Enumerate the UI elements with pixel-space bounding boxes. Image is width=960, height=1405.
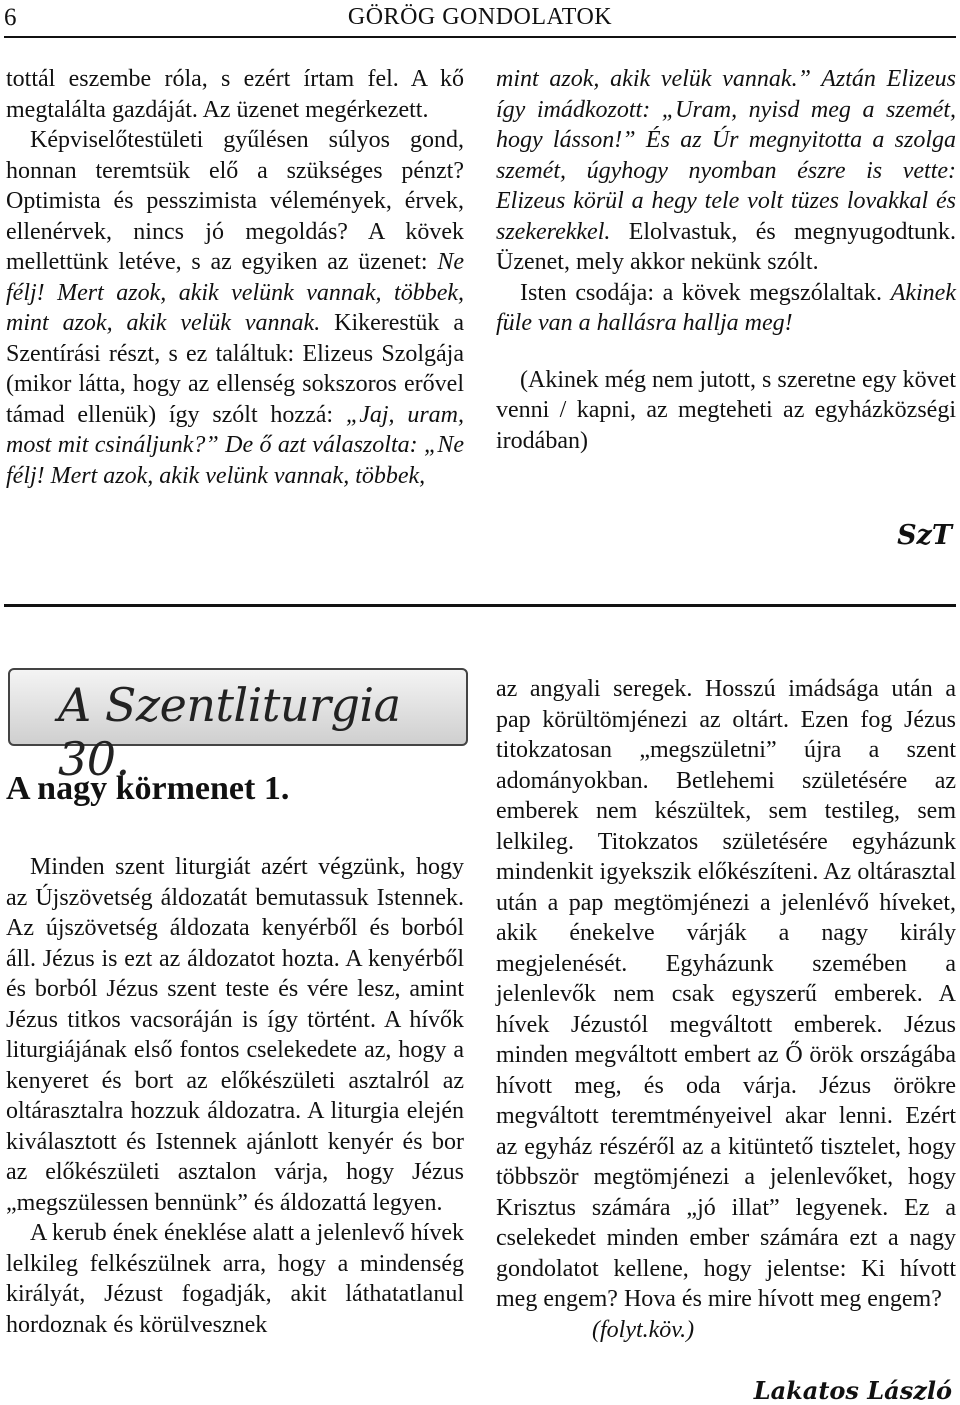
banner-title: A Szentliturgia 30. (58, 678, 401, 786)
paragraph: az angyali seregek. Hosszú imádsága után a pap körültömjénezi az oltárt. Ezen fog Jézus titokzatosan „megszületni” újra a szent adományokban. Betlehemi születésére az emberek nem készültek, sem testileg, sem lelkileg. Titokzatos születésére egyházunk mindenkit igyekszik előkészíteni. Az oltárasztal után a pap megtömjénezi a jelenlévő híveket, akik énekelve várják a nagy király megjelenését. Egyházunk szemében a jelenlevők nem csak egyszerű emberek. A hívek Jézustól megváltott emberek. Jézus minden megváltott embert az Ő örök országába hívott meg, és oda várja. Jézus örökre megváltott teremtményeivel akar lenni. Ezért az egyház részéről az a kitüntető tisztelet, hogy többször megtömjénezi a jelenlevőket, hogy Krisztus számára „jó illat” legyenek. Ez a cselekedet minden ember számára ezt a nagy gondolatot kellene, hogy jelentse: Ki hívott meg engem? Hova és mire hívott meg engem? (496, 676, 956, 1312)
paragraph: A kerub ének éneklése alatt a jelenlevő hívek lelkileg felkészülnek arra, hogy a mindenség királyát, Jézust fogadják, akit láthatatlanul hordoznak és körülvesznek (6, 1220, 464, 1338)
paragraph: tottál eszembe róla, s ezért írtam fel. A kő megtalálta gazdáját. Az üzenet megérkezett. (6, 66, 464, 123)
running-title: GÖRÖG GONDOLATOK (347, 4, 613, 30)
page-header (4, 4, 956, 34)
article1-right-column (496, 64, 956, 456)
article1-left-column (6, 64, 464, 491)
signature-szt: SzT (897, 520, 952, 551)
paragraph: (Akinek még nem jutott, s szeretne egy követ venni / kapni, az megteheti az egyházközségi irodában) (496, 366, 956, 454)
quote-italic: Ne félj! Mert azok, akik velünk vannak, többek, mint azok, akik velük vannak. (6, 249, 464, 336)
quote-italic: mint azok, akik velük vannak.” Aztán Elizeus így imádkozott: „Uram, nyisd meg a szemét, hogy lásson!” És az Úr megnyitotta a szolga szemét, úgyhogy nyomban észre is vette: Elizeus körül a hegy tele volt tüzes lovakkal és szekerekkel. (496, 66, 956, 245)
paragraph: Isten csodája: a kövek megszólaltak. Akinek füle van a hallásra hallja meg! (496, 279, 956, 336)
article-subtitle: A nagy körmenet 1. (6, 770, 290, 807)
article2-left-column (6, 852, 464, 1340)
paragraph: Minden szent liturgiát azért végzünk, hogy az Újszövetség áldozatát bemutassuk Istennek. Az újszövetség áldozata kenyérből és borból áll. Jézus is ezt az áldozatot hozta. A kenyérből és borból Jézus szent teste és vére lesz, amint Jézus titkos vacsoráján is így történt. A hívők liturgiájának első fontos cselekedete az, hogy a kenyeret és bort az előkészületi asztalról az oltárasztalra hozzuk áldozatra. A liturgia elején kiválasztott és Istennek ajánlott kenyér és bor az előkészületi asztalon várja, hogy Jézus „megszülessen bennünk” és áldozattá legyen. (6, 854, 464, 1216)
paragraph: mint azok, akik velük vannak.” Aztán Elizeus így imádkozott: „Uram, nyisd meg a szemét, hogy lásson!” És az Úr megnyitotta a szolga szemét, úgyhogy nyomban észre is vette: Elizeus körül a hegy tele volt tüzes lovakkal és szekerekkel. Elolvastuk, és megnyugodtunk. Üzenet, mely akkor nekünk szólt. (496, 66, 956, 275)
section-divider (4, 604, 956, 607)
quote-italic: „Jaj, uram, most mit csináljunk?” De ő azt válaszolta: „Ne félj! Mert azok, akik velünk vannak, többek, (6, 401, 464, 489)
header-rule (4, 36, 956, 38)
section-banner (8, 668, 468, 786)
page-number: 6 (4, 4, 17, 31)
paragraph: Képviselőtestületi gyűlésen súlyos gond, honnan teremtsük elő a szükséges pénzt? Optimista és pesszimista vélemények, érvek, ellenérvek, nincs jó megoldás? A kövek mellettünk letéve, s az egyiken az üzenet: Ne félj! Mert azok, akik velünk vannak, többek, mint azok, akik velük vannak. Kikerestük a Szentírási részt, s ez találtuk: Elizeus Szolgája (mikor látta, hogy az ellenség sokszoros erővel támad ellenük) így szólt hozzá: „Jaj, uram, most mit csináljunk?” De ő azt válaszolta: „Ne félj! Mert azok, akik velünk vannak, többek, (6, 127, 464, 489)
author-signature: Lakatos László (753, 1376, 952, 1405)
continued-note: (folyt.köv.) (592, 1316, 695, 1343)
article2-right-column (496, 674, 956, 1345)
quote-italic: Akinek füle van a hallásra hallja meg! (496, 279, 956, 336)
